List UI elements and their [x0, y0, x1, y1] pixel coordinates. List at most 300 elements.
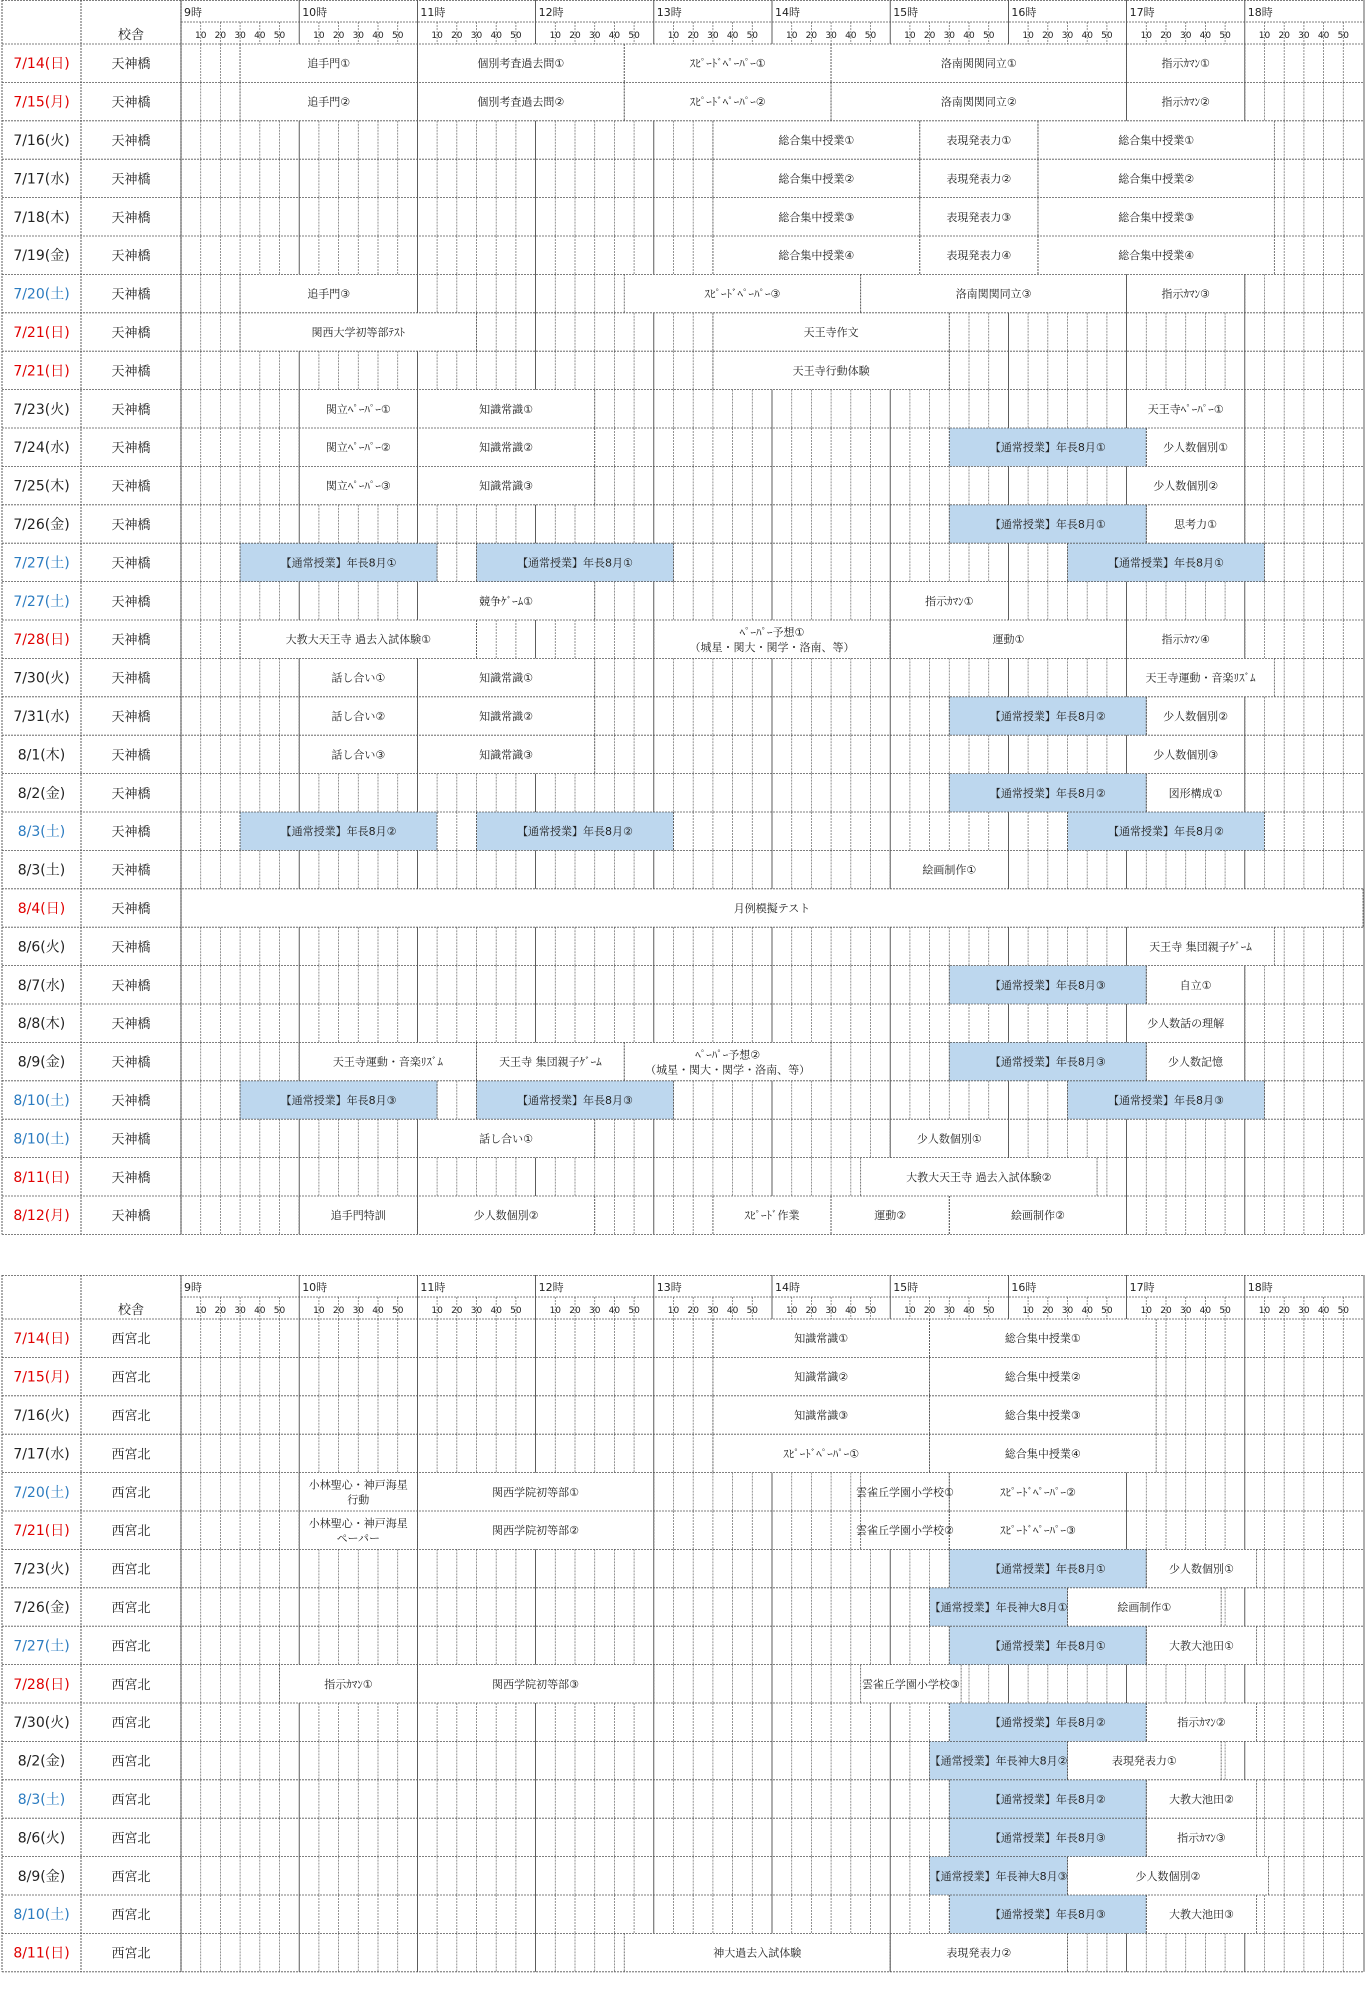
minute-label: 30: [588, 31, 601, 41]
lesson-label: 【通常授業】年長8月②: [517, 825, 633, 839]
minute-label: 10: [313, 1306, 325, 1316]
event-label: 少人数個別②: [1153, 479, 1219, 493]
event-label: 話し合い②: [331, 710, 386, 723]
row-campus: 西宮北: [111, 1793, 151, 1808]
hour-label: 13時: [656, 6, 682, 19]
row-campus: 天神橋: [111, 441, 151, 457]
minute-label: 40: [254, 1306, 266, 1316]
event-label: 天王寺運動・音楽ﾘｽﾞﾑ: [332, 1055, 443, 1069]
row-date: 8/3(土): [17, 824, 66, 841]
event-label: 関西学院初等部③: [492, 1677, 580, 1691]
row-date: 7/19(金): [13, 248, 70, 265]
row-campus: 天神橋: [111, 1017, 151, 1033]
minute-label: 20: [923, 31, 936, 41]
row-campus: 天神橋: [111, 402, 151, 418]
event-label: 絵画制作①: [922, 863, 977, 877]
minute-label: 20: [1278, 31, 1290, 41]
row-date: 7/21(日): [13, 325, 70, 341]
event-label: 大教大天王寺 過去入試体験①: [285, 633, 431, 647]
event-label: ｽﾋﾟｰﾄﾞﾍﾟｰﾊﾟｰ①: [783, 1447, 860, 1461]
row-campus: 天神橋: [111, 364, 151, 380]
event-label: 図形構成①: [1168, 786, 1223, 800]
minute-label: 30: [1179, 31, 1192, 41]
minute-label: 30: [1298, 1306, 1310, 1316]
minute-label: 40: [1199, 31, 1212, 41]
minute-label: 50: [391, 1306, 404, 1316]
event-label: 絵画制作①: [1117, 1601, 1172, 1614]
event-label: 個別考査過去問①: [477, 57, 565, 71]
event-label: 関西学院初等部①: [492, 1485, 580, 1499]
row-campus: 天神橋: [111, 902, 151, 917]
minute-label: 20: [332, 31, 345, 41]
row-date: 7/23(火): [13, 401, 70, 418]
row-date: 7/27(土): [13, 555, 70, 572]
row-campus: 西宮北: [111, 1370, 151, 1386]
minute-label: 30: [1179, 1306, 1192, 1316]
campus-column-header: 校舎: [117, 1303, 145, 1318]
lesson-label: 【通常授業】年長8月③: [989, 1831, 1106, 1845]
lesson-label: 【通常授業】年長8月①: [989, 1639, 1106, 1653]
row-campus: 天神橋: [111, 518, 151, 533]
row-date: 7/28(日): [13, 632, 70, 649]
event-label: 競争ｹﾞｰﾑ①: [479, 594, 533, 608]
event-label: 表現発表力③: [946, 210, 1012, 224]
event-label: 関立ﾍﾟｰﾊﾟｰ①: [325, 402, 391, 416]
event-label: 天王寺 集団親子ｹﾞｰﾑ: [1149, 940, 1252, 954]
minute-label: 30: [825, 1306, 837, 1316]
row-date: 7/14(日): [13, 56, 70, 73]
minute-label: 20: [569, 1306, 581, 1316]
row-campus: 西宮北: [111, 1332, 151, 1348]
row-date: 7/15(月): [13, 1369, 70, 1386]
minute-label: 30: [470, 1306, 483, 1316]
event-label: 神大過去入試体験: [713, 1946, 802, 1960]
row-campus: 天神橋: [111, 556, 151, 572]
event-label: 大教大池田③: [1169, 1908, 1234, 1922]
minute-label: 40: [254, 31, 266, 41]
row-campus: 天神橋: [111, 1132, 151, 1148]
row-date: 7/30(火): [13, 670, 70, 687]
event-label: 総合集中授業④: [1118, 249, 1195, 263]
minute-label: 10: [904, 31, 916, 41]
minute-label: 10: [667, 1306, 680, 1316]
row-date: 8/6(火): [17, 939, 66, 956]
event-label: 絵画制作②: [1011, 1209, 1065, 1223]
row-campus: 天神橋: [111, 287, 151, 303]
row-campus: 西宮北: [111, 1869, 151, 1885]
event-label: 知識常識②: [479, 441, 533, 455]
row-date: 7/21(日): [13, 1523, 70, 1540]
row-date: 7/26(金): [13, 1600, 70, 1616]
schedule-nishinomiya-kita: [0, 1275, 1367, 1989]
minute-label: 40: [1081, 31, 1093, 41]
lesson-label: 【通常授業】年長8月①: [989, 441, 1106, 455]
event-label: 小林聖心・神戸海星: [308, 1517, 408, 1530]
event-label: 関立ﾍﾟｰﾊﾟｰ③: [325, 479, 391, 493]
event-label: 総合集中授業②: [1004, 1370, 1081, 1384]
lesson-label: 【通常授業】年長8月②: [989, 1716, 1106, 1730]
row-campus: 西宮北: [111, 1639, 151, 1655]
minute-label: 10: [194, 31, 207, 41]
hour-label: 10時: [302, 6, 328, 19]
minute-label: 50: [510, 1306, 522, 1316]
event-label: 表現発表力①: [946, 134, 1012, 147]
event-label: ｽﾋﾟｰﾄﾞﾍﾟｰﾊﾟｰ②: [1000, 1485, 1076, 1499]
lesson-label: 【通常授業】年長8月①: [280, 556, 397, 570]
minute-label: 50: [982, 1306, 995, 1316]
row-date: 7/28(日): [13, 1676, 70, 1693]
event-label: 追手門③: [307, 287, 351, 301]
row-date: 7/25(木): [13, 478, 70, 495]
minute-label: 10: [785, 1306, 798, 1316]
minute-label: 40: [490, 31, 502, 41]
event-label: 少人数個別②: [1135, 1869, 1201, 1883]
event-label: 話し合い③: [331, 748, 386, 762]
row-campus: 西宮北: [111, 1716, 151, 1732]
lesson-label: 【通常授業】年長神大8月②: [929, 1754, 1068, 1768]
row-campus: 西宮北: [111, 1524, 151, 1540]
minute-label: 50: [864, 31, 877, 41]
row-campus: 西宮北: [111, 1601, 151, 1616]
row-campus: 西宮北: [111, 1946, 151, 1962]
row-date: 8/2(金): [17, 1753, 66, 1770]
event-label: 総合集中授業②: [778, 172, 855, 186]
row-campus: 天神橋: [111, 1055, 151, 1071]
minute-label: 10: [431, 31, 443, 41]
event-label: ﾍﾟｰﾊﾟｰ予想②: [695, 1048, 761, 1062]
row-campus: 天神橋: [111, 210, 151, 226]
event-label: 関西学院初等部②: [492, 1524, 580, 1538]
minute-label: 10: [667, 31, 680, 41]
event-label: 知識常識②: [479, 710, 533, 723]
row-date: 8/3(土): [17, 1792, 66, 1808]
minute-label: 30: [825, 31, 837, 41]
minute-label: 10: [431, 1306, 443, 1316]
minute-label: 50: [1337, 1306, 1350, 1316]
row-date: 7/20(土): [13, 286, 70, 303]
minute-label: 50: [628, 31, 640, 41]
hour-label: 17時: [1129, 1281, 1155, 1294]
hour-label: 13時: [656, 1281, 682, 1294]
minute-label: 40: [372, 31, 384, 41]
event-label: 総合集中授業①: [1118, 134, 1195, 147]
minute-label: 50: [1101, 31, 1113, 41]
event-label: ｽﾋﾟｰﾄﾞﾍﾟｰﾊﾟｰ①: [689, 57, 766, 71]
event-label: 総合集中授業③: [1118, 210, 1195, 224]
event-label: 自立①: [1179, 978, 1212, 992]
hour-label: 18時: [1247, 6, 1273, 19]
hour-label: 14時: [775, 1281, 800, 1294]
minute-label: 30: [943, 31, 956, 41]
row-date: 7/18(木): [13, 209, 70, 226]
event-label: 表現発表力①: [1111, 1754, 1177, 1768]
event-label: 総合集中授業①: [1004, 1332, 1081, 1346]
event-label: ｽﾋﾟｰﾄﾞﾍﾟｰﾊﾟｰ③: [1000, 1524, 1076, 1538]
event-label: 思考力①: [1174, 518, 1217, 531]
minute-label: 50: [1219, 31, 1231, 41]
event-label: 小林聖心・神戸海星: [308, 1478, 408, 1492]
event-label: 指示ｶﾏﾝ②: [1161, 95, 1210, 109]
minute-label: 10: [904, 1306, 916, 1316]
event-label: 指示ｶﾏﾝ③: [1177, 1831, 1226, 1845]
schedule-grid-nishinomiya-kita: [0, 1275, 1367, 1989]
minute-label: 50: [1219, 1306, 1231, 1316]
row-campus: 天神橋: [111, 172, 151, 188]
row-date: 8/10(土): [13, 1907, 70, 1924]
minute-label: 10: [1140, 31, 1153, 41]
event-label: 少人数個別③: [1153, 748, 1219, 762]
row-campus: 天神橋: [111, 594, 151, 610]
event-label: 洛南関関同立③: [955, 287, 1032, 301]
event-label: 関西大学初等部ﾃｽﾄ: [311, 326, 406, 339]
row-campus: 天神橋: [111, 633, 151, 649]
row-campus: 西宮北: [111, 1677, 151, 1693]
row-campus: 西宮北: [111, 1754, 151, 1770]
hour-label: 16時: [1011, 6, 1037, 19]
minute-label: 50: [1101, 1306, 1113, 1316]
lesson-label: 【通常授業】年長8月②: [989, 1793, 1106, 1806]
row-date: 7/17(水): [13, 1446, 70, 1463]
lesson-label: 【通常授業】年長8月③: [989, 1055, 1106, 1069]
event-label: 追手門特訓: [330, 1209, 386, 1223]
event-label: 知識常識①: [479, 671, 533, 685]
row-campus: 天神橋: [111, 748, 151, 764]
row-campus: 天神橋: [111, 710, 151, 725]
minute-label: 50: [746, 31, 759, 41]
row-campus: 天神橋: [111, 825, 151, 841]
minute-label: 30: [234, 31, 246, 41]
row-date: 7/17(水): [13, 171, 70, 188]
row-date: 8/11(日): [13, 1169, 70, 1186]
minute-label: 30: [470, 31, 483, 41]
minute-label: 10: [1140, 1306, 1153, 1316]
row-date: 8/3(土): [17, 862, 66, 879]
event-label: 総合集中授業③: [1004, 1409, 1081, 1422]
event-label: 追手門②: [307, 95, 351, 109]
minute-label: 20: [451, 31, 463, 41]
minute-label: 50: [628, 1306, 640, 1316]
minute-label: 50: [273, 1306, 286, 1316]
lesson-label: 【通常授業】年長8月①: [517, 556, 633, 570]
minute-label: 30: [234, 1306, 246, 1316]
minute-label: 50: [746, 1306, 759, 1316]
minute-label: 30: [352, 31, 365, 41]
row-campus: 西宮北: [111, 1831, 151, 1847]
minute-label: 40: [845, 31, 857, 41]
minute-label: 10: [1022, 31, 1034, 41]
event-label: 知識常識③: [479, 748, 533, 762]
event-label: 少人数記憶: [1168, 1055, 1224, 1069]
row-date: 8/10(土): [13, 1131, 70, 1148]
row-date: 8/4(日): [17, 901, 66, 917]
lesson-label: 【通常授業】年長神大8月③: [929, 1869, 1068, 1883]
event-label: ｽﾋﾟｰﾄﾞﾍﾟｰﾊﾟｰ②: [689, 95, 766, 109]
event-label-line2: ペーパー: [336, 1532, 381, 1545]
lesson-label: 【通常授業】年長8月①: [1108, 556, 1224, 570]
row-campus: 天神橋: [111, 940, 151, 956]
row-campus: 天神橋: [111, 671, 151, 687]
event-label: 雲雀丘学園小学校②: [856, 1524, 954, 1538]
event-label: 知識常識②: [794, 1370, 849, 1384]
row-campus: 天神橋: [111, 57, 151, 73]
minute-label: 40: [845, 1306, 857, 1316]
minute-label: 20: [805, 31, 818, 41]
row-date: 8/12(月): [13, 1208, 70, 1225]
minute-label: 30: [707, 1306, 719, 1316]
event-label: 総合集中授業④: [1004, 1447, 1081, 1461]
lesson-label: 【通常授業】年長8月③: [517, 1094, 633, 1107]
row-date: 7/24(水): [13, 440, 70, 457]
lesson-label: 【通常授業】年長8月②: [989, 710, 1106, 723]
row-campus: 天神橋: [111, 479, 151, 495]
lesson-label: 【通常授業】年長8月③: [280, 1094, 397, 1107]
row-date: 8/9(金): [17, 1054, 66, 1071]
row-date: 7/20(土): [13, 1484, 70, 1501]
row-campus: 天神橋: [111, 249, 151, 265]
event-label: 少人数個別①: [916, 1132, 982, 1146]
event-label: 指示ｶﾏﾝ②: [1177, 1716, 1226, 1730]
event-label: 洛南関関同立①: [940, 57, 1017, 71]
row-date: 7/27(土): [13, 593, 70, 610]
row-date: 8/8(木): [17, 1016, 66, 1033]
minute-label: 40: [1199, 1306, 1212, 1316]
hour-label: 14時: [775, 6, 800, 19]
row-date: 8/10(土): [13, 1093, 70, 1109]
event-label: 総合集中授業③: [778, 210, 855, 224]
event-label: 指示ｶﾏﾝ①: [1161, 57, 1210, 71]
lesson-label: 【通常授業】年長8月③: [989, 978, 1106, 992]
campus-column-header: 校舎: [117, 28, 145, 43]
minute-label: 10: [785, 31, 798, 41]
row-date: 8/9(金): [17, 1868, 66, 1885]
minute-label: 10: [1022, 1306, 1034, 1316]
lesson-label: 【通常授業】年長8月①: [989, 518, 1106, 531]
lesson-label: 【通常授業】年長8月①: [989, 1562, 1106, 1576]
row-campus: 西宮北: [111, 1562, 151, 1578]
minute-label: 20: [1160, 31, 1172, 41]
event-label: 知識常識③: [479, 479, 533, 493]
event-label: 運動①: [992, 633, 1025, 647]
row-date: 7/23(火): [13, 1561, 70, 1578]
minute-label: 30: [1298, 31, 1310, 41]
event-label: 総合集中授業②: [1118, 172, 1195, 186]
minute-label: 40: [963, 31, 975, 41]
minute-label: 20: [1042, 31, 1054, 41]
minute-label: 20: [214, 1306, 227, 1316]
event-label: 運動②: [874, 1209, 907, 1223]
event-label: 関立ﾍﾟｰﾊﾟｰ②: [325, 441, 391, 455]
minute-label: 20: [687, 31, 699, 41]
minute-label: 30: [707, 31, 719, 41]
event-label-line2: （城星・関大・関学・洛南、等）: [645, 1063, 811, 1077]
event-label-line2: 行動: [347, 1493, 370, 1507]
event-label: 天王寺行動体験: [792, 364, 870, 378]
row-campus: 天神橋: [111, 1094, 151, 1109]
minute-label: 20: [923, 1306, 936, 1316]
minute-label: 50: [982, 31, 995, 41]
event-label: 指示ｶﾏﾝ④: [1161, 633, 1210, 647]
lesson-label: 【通常授業】年長8月②: [989, 786, 1106, 800]
minute-label: 30: [352, 1306, 365, 1316]
event-label: ｽﾋﾟｰﾄﾞ作業: [744, 1209, 800, 1223]
hour-label: 15時: [893, 1281, 919, 1294]
minute-label: 30: [1061, 31, 1074, 41]
event-label: 話し合い①: [479, 1132, 533, 1146]
row-campus: 天神橋: [111, 863, 151, 879]
hour-label: 12時: [538, 6, 564, 19]
row-date: 8/11(日): [13, 1945, 70, 1962]
row-campus: 天神橋: [111, 786, 151, 802]
event-label: 天王寺作文: [803, 326, 859, 339]
hour-label: 18時: [1247, 1281, 1273, 1294]
minute-label: 40: [726, 1306, 739, 1316]
event-label: 少人数話の理解: [1147, 1017, 1225, 1031]
minute-label: 50: [273, 31, 286, 41]
row-campus: 西宮北: [111, 1485, 151, 1501]
minute-label: 10: [313, 31, 325, 41]
event-label: 雲雀丘学園小学校③: [861, 1677, 960, 1691]
hour-label: 9時: [184, 6, 202, 19]
minute-label: 20: [451, 1306, 463, 1316]
event-label: 個別考査過去問②: [477, 95, 565, 109]
event-label: 追手門①: [307, 57, 351, 71]
hour-label: 11時: [420, 6, 446, 19]
hour-label: 15時: [893, 6, 919, 19]
row-date: 7/31(水): [13, 709, 70, 725]
event-label: 洛南関関同立②: [940, 95, 1017, 109]
event-label: ﾍﾟｰﾊﾟｰ予想①: [739, 626, 805, 639]
row-date: 7/14(日): [13, 1331, 70, 1348]
event-label: 総合集中授業①: [778, 134, 855, 147]
minute-label: 40: [1317, 1306, 1330, 1316]
row-date: 7/30(火): [13, 1715, 70, 1732]
minute-label: 20: [687, 1306, 699, 1316]
minute-label: 40: [608, 1306, 621, 1316]
event-label: 月例模擬テスト: [733, 902, 811, 915]
minute-label: 40: [726, 31, 739, 41]
row-campus: 天神橋: [111, 1170, 151, 1186]
minute-label: 40: [1081, 1306, 1093, 1316]
event-label: 指示ｶﾏﾝ①: [324, 1677, 373, 1691]
row-date: 8/1(木): [17, 747, 66, 764]
minute-label: 10: [1258, 1306, 1271, 1316]
event-label: 天王寺運動・音楽ﾘｽﾞﾑ: [1145, 671, 1256, 685]
minute-label: 20: [569, 31, 581, 41]
event-label: 話し合い①: [331, 671, 386, 685]
minute-label: 40: [372, 1306, 384, 1316]
row-date: 7/26(金): [13, 517, 70, 533]
minute-label: 20: [1278, 1306, 1290, 1316]
event-label: 指示ｶﾏﾝ③: [1161, 287, 1210, 301]
minute-label: 20: [214, 31, 227, 41]
row-campus: 西宮北: [111, 1908, 151, 1924]
event-label: 雲雀丘学園小学校①: [856, 1485, 954, 1499]
minute-label: 20: [1160, 1306, 1172, 1316]
minute-label: 10: [1258, 31, 1271, 41]
minute-label: 40: [963, 1306, 975, 1316]
lesson-label: 【通常授業】年長8月②: [280, 825, 397, 839]
row-date: 8/6(火): [17, 1830, 66, 1847]
event-label: 少人数個別①: [1169, 1562, 1234, 1576]
event-label: 指示ｶﾏﾝ①: [925, 594, 974, 608]
hour-label: 9時: [184, 1281, 202, 1294]
minute-label: 40: [608, 31, 621, 41]
row-date: 7/16(火): [13, 133, 70, 149]
event-label: 大教大池田②: [1169, 1793, 1234, 1806]
event-label: 少人数個別①: [1163, 441, 1228, 455]
event-label: 知識常識③: [794, 1409, 849, 1422]
lesson-label: 【通常授業】年長神大8月①: [929, 1601, 1068, 1614]
